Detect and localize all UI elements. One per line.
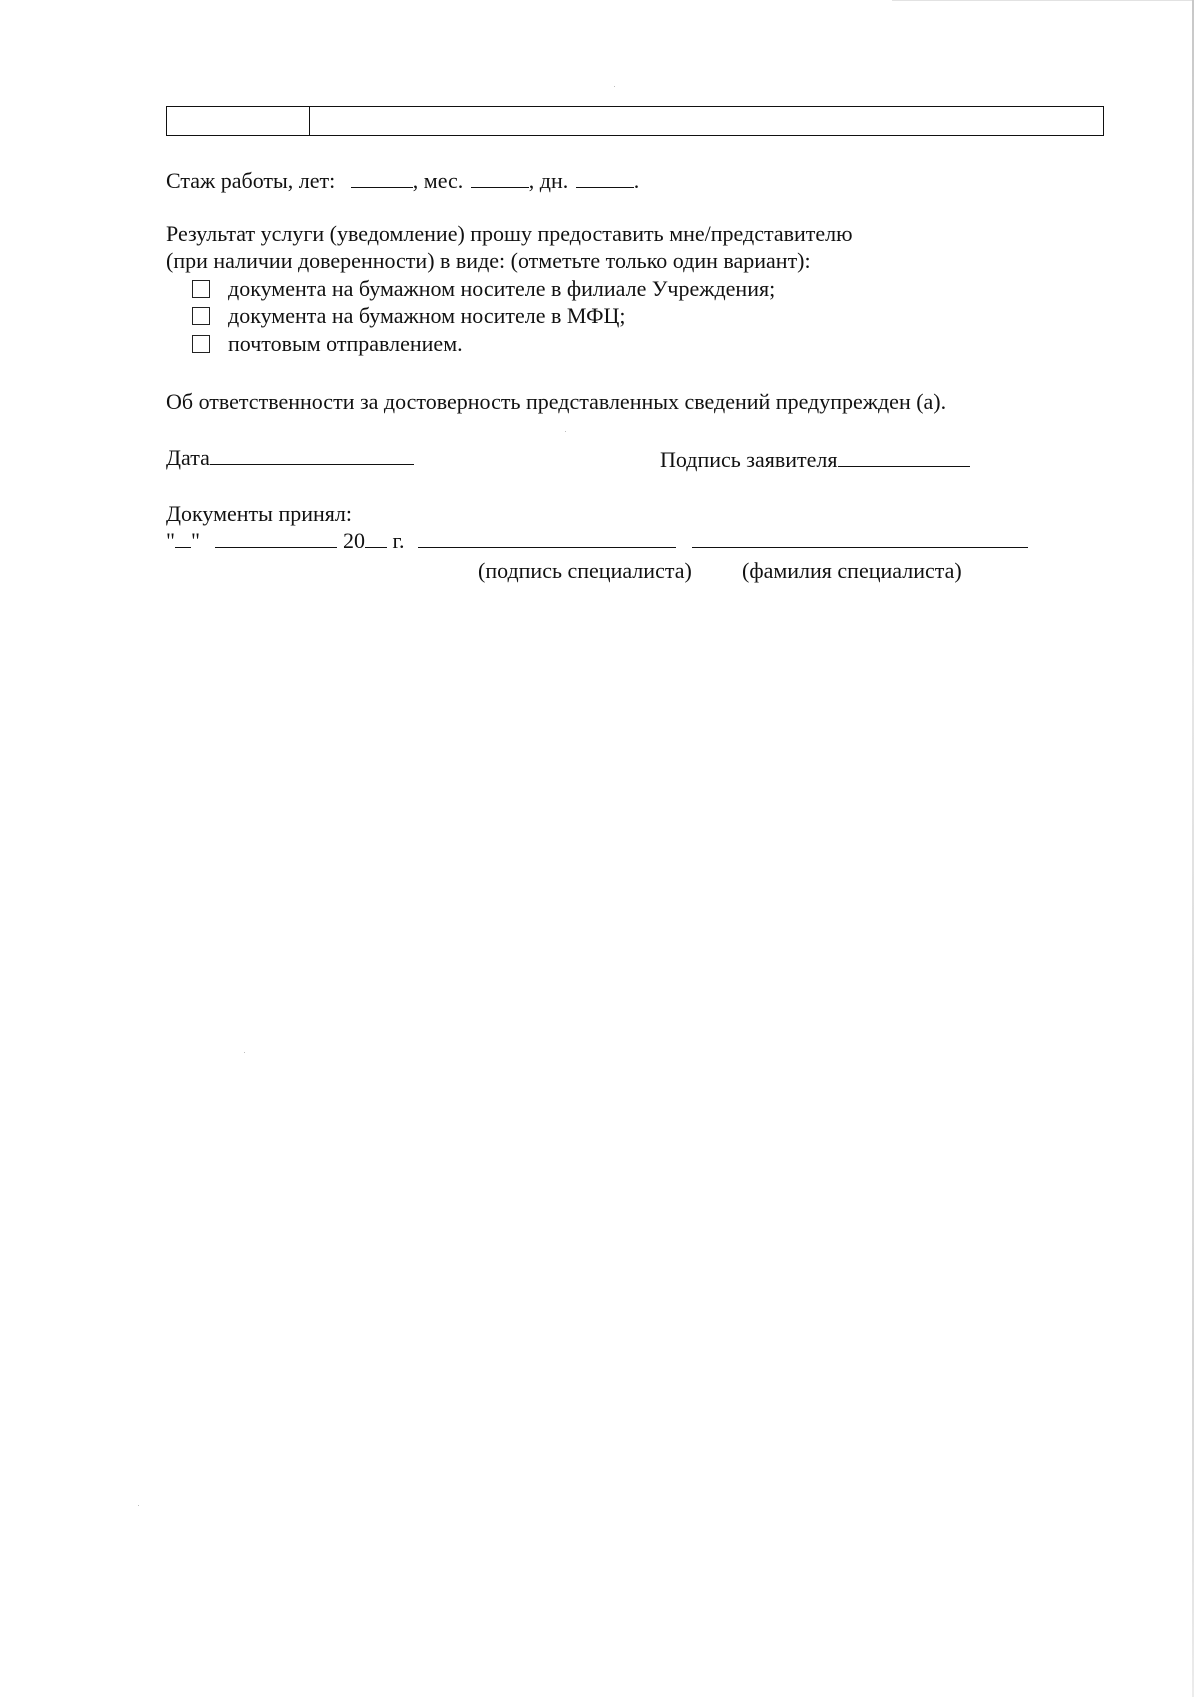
scan-artifact-top [892, 0, 1192, 1]
responsibility-statement: Об ответственности за достоверность представленных сведений предупрежден (а). [166, 389, 947, 414]
specialist-signature-caption: (подпись специалиста) [478, 558, 692, 583]
scan-speck [244, 1052, 245, 1053]
checkbox-mfc[interactable] [192, 307, 210, 325]
applicant-signature-line [660, 446, 970, 473]
option-mfc-label: документа на бумажном носителе в МФЦ; [228, 303, 626, 328]
month-field[interactable] [215, 527, 337, 548]
form-table-row [166, 106, 1104, 136]
applicant-signature-field[interactable] [838, 446, 970, 467]
option-mfc [192, 303, 626, 329]
scan-artifact-edge [1192, 0, 1194, 1697]
work-experience-label: Стаж работы, лет: [166, 168, 336, 193]
applicant-signature-label: Подпись заявителя [660, 447, 838, 472]
year-prefix: 20 [342, 528, 365, 553]
date-line [166, 444, 414, 471]
quote-open: " [166, 528, 175, 553]
checkbox-mail[interactable] [192, 335, 210, 353]
years-field[interactable] [351, 169, 413, 188]
checkbox-branch[interactable] [192, 280, 210, 298]
scan-speck [565, 431, 566, 432]
day-field[interactable] [175, 527, 191, 548]
acceptance-date-line [166, 527, 1028, 554]
option-mail [192, 331, 463, 357]
quote-close: " [190, 528, 200, 553]
documents-accepted-label: Документы принял: [166, 501, 352, 526]
result-text-line-2: (при наличии доверенности) в виде: (отметьте только один вариант): [166, 248, 811, 273]
year-field[interactable] [365, 527, 387, 548]
table-cell-left[interactable] [167, 107, 310, 135]
specialist-signature-field[interactable] [418, 527, 676, 548]
specialist-surname-caption: (фамилия специалиста) [742, 558, 962, 583]
experience-end: . [633, 168, 640, 193]
months-field[interactable] [471, 169, 529, 188]
option-branch [192, 276, 775, 302]
months-label: , мес. [412, 168, 464, 193]
specialist-surname-field[interactable] [692, 527, 1028, 548]
table-cell-right[interactable] [310, 107, 1103, 135]
work-experience-line [166, 168, 639, 194]
scan-speck [138, 1505, 139, 1506]
result-text-line-1: Результат услуги (уведомление) прошу предоставить мне/представителю [166, 221, 853, 246]
days-field[interactable] [576, 169, 634, 188]
date-field[interactable] [210, 444, 414, 465]
scan-speck [614, 86, 615, 87]
option-branch-label: документа на бумажном носителе в филиале Учреждения; [228, 276, 776, 301]
days-label: , дн. [528, 168, 569, 193]
date-label: Дата [166, 445, 210, 470]
year-suffix: г. [386, 528, 405, 553]
option-mail-label: почтовым отправлением. [228, 331, 463, 356]
